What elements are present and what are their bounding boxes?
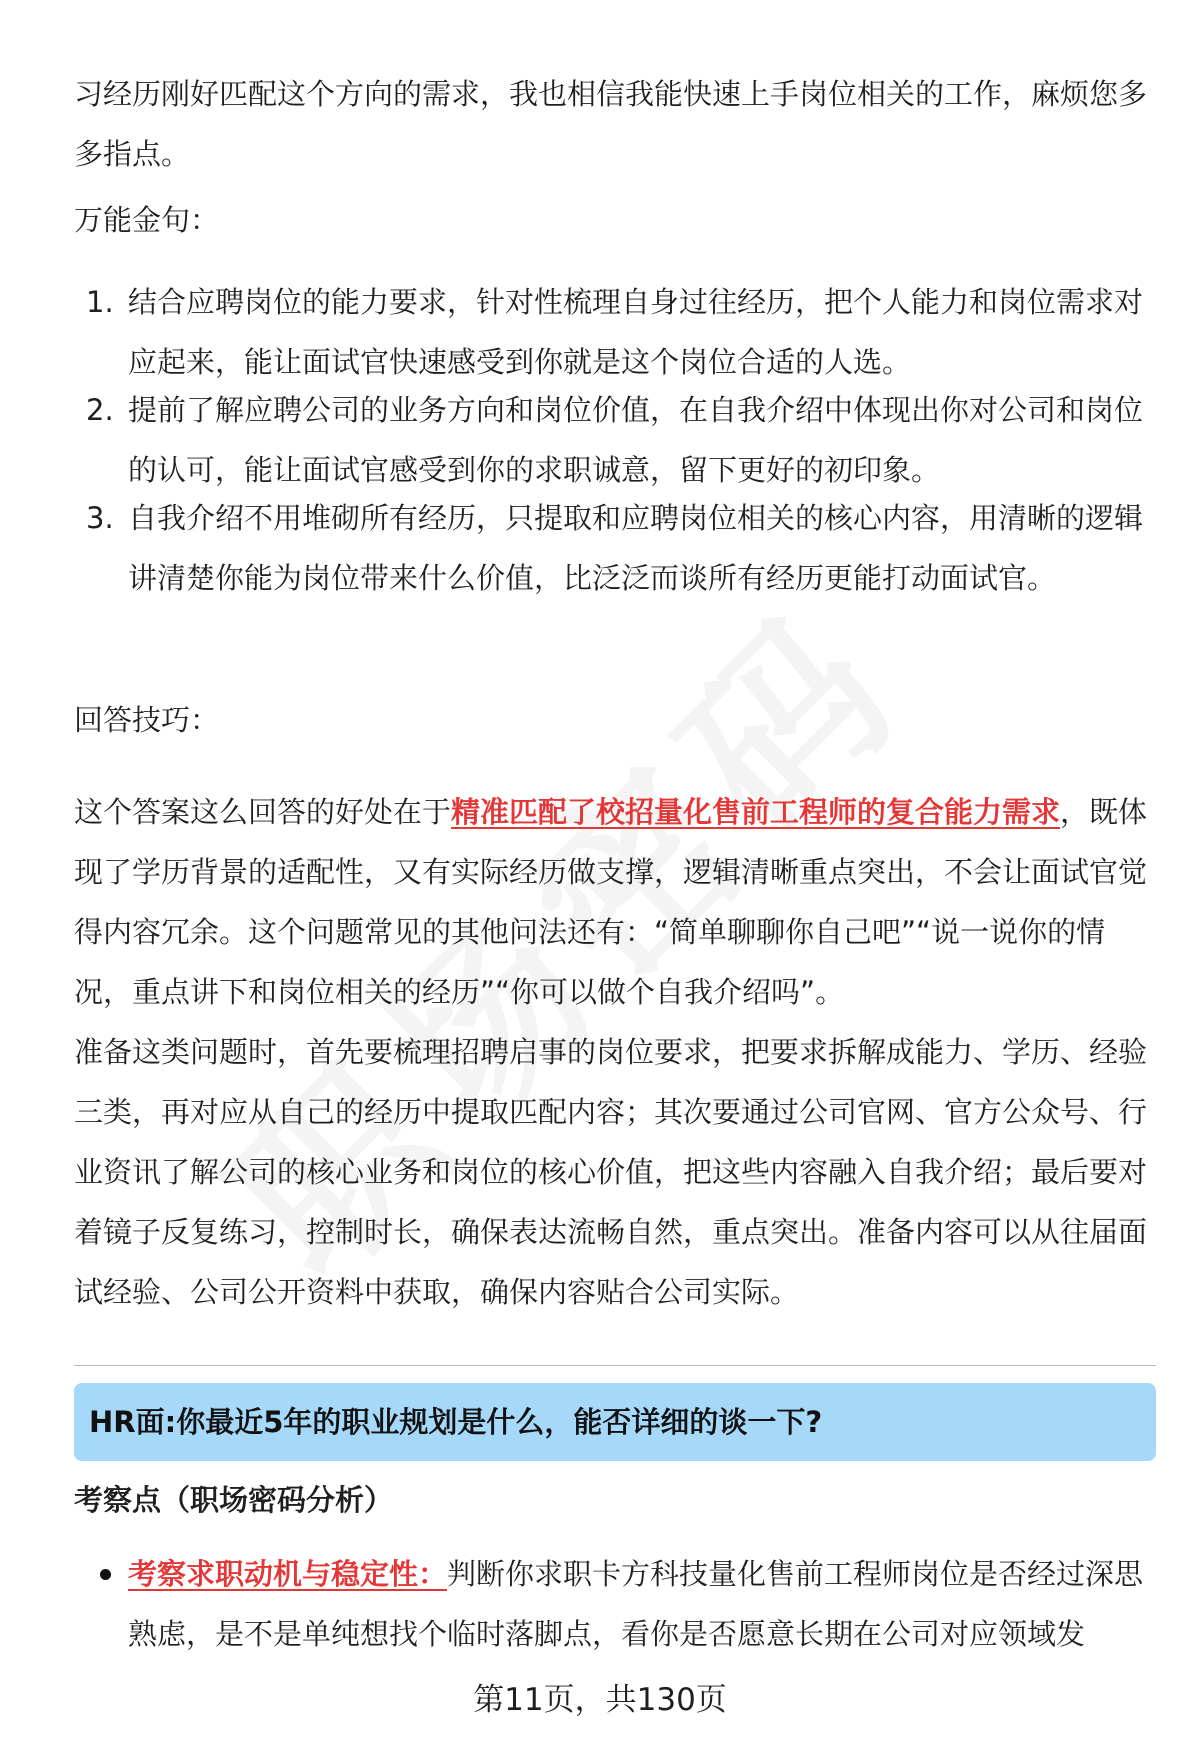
list-text: 结合应聘岗位的能力要求，针对性梳理自身过往经历，把个人能力和岗位需求对应起来，能让面试官快速感受到你就是这个岗位合适的人选。 [128,285,1144,379]
list-number: 1. [86,285,114,319]
exam-points-title: 考察点（职场密码分析） [74,1483,394,1517]
question-box [74,1383,1156,1461]
exam-point-text: 判断你求职卡方科技量化售前工程师岗位是否经过深思熟虑，是不是单纯想找个临时落脚点，看你是否愿意长期在公司对应领域发 [128,1557,1144,1651]
list-item [74,272,1154,392]
answer-tips-label: 回答技巧： [74,703,220,737]
list-item [74,380,1154,500]
list-item [74,488,1154,608]
question-heading: HR面:你最近5年的职业规划是什么，能否详细的谈一下? [89,1405,823,1439]
exam-point-highlight: 考察求职动机与稳定性： [128,1557,448,1591]
prep-paragraph: 准备这类问题时，首先要梳理招聘启事的岗位要求，把要求拆解成能力、学历、经验三类，再对应从自己的经历中提取匹配内容；其次要通过公司官网、官方公众号、行业资讯了解公司的核心业务和岗位的核心价值，把这些内容融入自我介绍；最后要对着镜子反复练习，控制时长，确保表达流畅自然，重点突出。准备内容可以从往届面试经验、公司公开资料中获取，确保内容贴合公司实际。 [74,1035,1148,1309]
tips-text-rest: ，既体现了学历背景的适配性，又有实际经历做支撑，逻辑清晰重点突出，不会让面试官觉得内容冗余。这个问题常见的其他问法还有：“简单聊聊你自己吧”“说一说你的情况，重点讲下和岗位相关的经历”“你可以做个自我介绍吗”。 [74,795,1148,1009]
list-text: 自我介绍不用堆砌所有经历，只提取和应聘岗位相关的核心内容，用清晰的逻辑讲清楚你能为岗位带来什么价值，比泛泛而谈所有经历更能打动面试官。 [128,501,1144,595]
golden-sentences-label: 万能金句： [74,203,220,237]
intro-paragraph: 习经历刚好匹配这个方向的需求，我也相信我能快速上手岗位相关的工作，麻烦您多多指点。 [74,77,1148,171]
list-text: 提前了解应聘公司的业务方向和岗位价值，在自我介绍中体现出你对公司和岗位的认可，能让面试官感受到你的求职诚意，留下更好的初印象。 [128,393,1144,487]
tips-paragraph [74,782,1154,1022]
tips-text: 这个答案这么回答的好处在于 [74,795,452,829]
section-divider [74,1365,1156,1366]
list-number: 3. [86,501,114,535]
bullet-item [74,1544,1154,1664]
list-number: 2. [86,393,114,427]
page-footer: 第11页，共130页 [473,1682,727,1718]
bullet-dot-icon [100,1569,111,1580]
tips-highlight: 精准匹配了校招量化售前工程师的复合能力需求 [451,795,1061,829]
bullet-text [128,1544,1154,1664]
